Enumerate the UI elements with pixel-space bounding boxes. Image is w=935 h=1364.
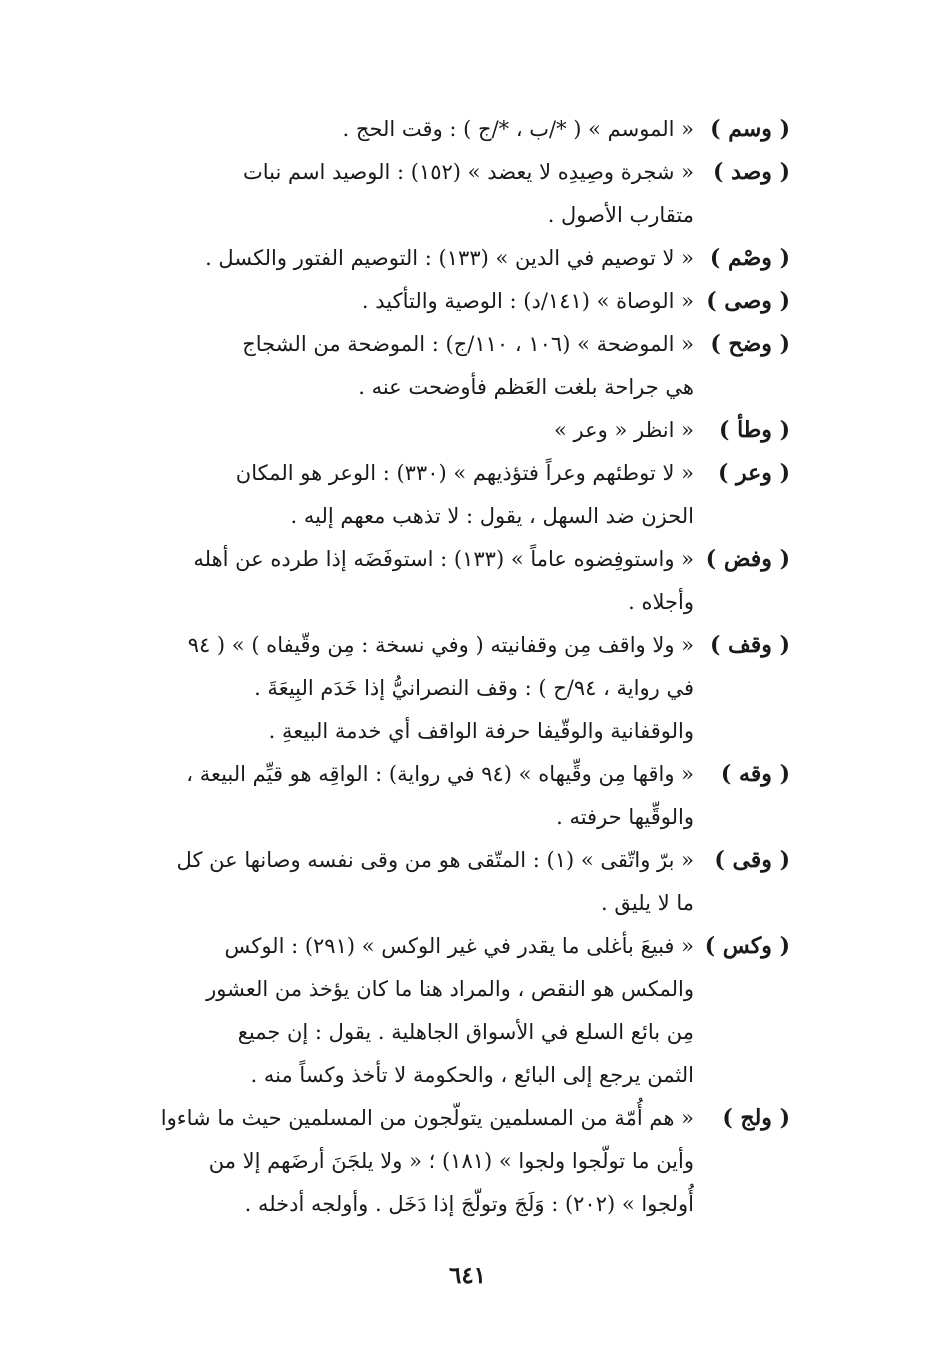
definition-line: « الوصاة » (١٤١/د) : الوصية والتأكيد . bbox=[361, 289, 694, 313]
definition-line: هي جراحة بلغت العَظم فأوضحت عنه . bbox=[358, 375, 694, 399]
definition-line: « ولا واقف مِن وقفانيته ( وفي نسخة : مِن وقّيفاه ) » ( ٩٤ bbox=[187, 633, 694, 657]
dictionary-entry bbox=[150, 151, 790, 237]
definition-line: « واقها مِن وقِّيهاه » (٩٤ في رواية) : الواقِه هو قيِّم البيعة ، bbox=[186, 762, 694, 786]
definition-line: في رواية ، ٩٤/ح ) : وقف النصرانيُّ إذا خَدَم البِيعَةَ . bbox=[254, 676, 694, 700]
definition-line: وأجلاه . bbox=[628, 590, 694, 614]
definition-line: « واستوفِضوه عاماً » (١٣٣) : استوفَضَه إذا طرده عن أهله bbox=[193, 547, 694, 571]
definition-line: وأين ما تولّجوا ولجوا » (١٨١) ؛ « ولا يلجَنَ أرضَهم إلا من bbox=[208, 1149, 694, 1173]
entry-definition bbox=[150, 237, 694, 280]
dictionary-entry bbox=[150, 280, 790, 323]
definition-line: « فبيعَ بأغلى ما يقدر في غير الوكس » (٢٩١) : الوكس bbox=[224, 934, 694, 958]
definition-line: والمكس هو النقص ، والمراد هنا ما كان يؤخذ من العشور bbox=[206, 977, 694, 1001]
entry-definition bbox=[150, 925, 694, 1097]
entry-definition bbox=[150, 538, 694, 624]
entry-definition bbox=[150, 452, 694, 538]
dictionary-entry bbox=[150, 624, 790, 753]
entry-headword: ( وصْم ) bbox=[709, 245, 790, 271]
entry-headword: ( وقه ) bbox=[720, 761, 790, 787]
dictionary-entry bbox=[150, 237, 790, 280]
entry-headword: ( وطأ ) bbox=[719, 417, 790, 443]
entry-headword: ( وفض ) bbox=[705, 546, 790, 572]
dictionary-entry bbox=[150, 108, 790, 151]
definition-line: « انظر « وعر » bbox=[554, 418, 694, 442]
definition-line: « الموسم » ( */ب ، */ج ) : وقت الحج . bbox=[342, 117, 694, 141]
entry-headword: ( وسم ) bbox=[710, 116, 790, 142]
entry-definition bbox=[150, 108, 694, 151]
entry-definition bbox=[150, 280, 694, 323]
dictionary-entry bbox=[150, 409, 790, 452]
entry-headword: ( وقف ) bbox=[709, 632, 790, 658]
definition-line: « برّ واتّقى » (١) : المتّقى هو من وقى نفسه وصانها عن كل bbox=[176, 848, 694, 872]
entry-definition bbox=[150, 839, 694, 925]
entry-headword: ( وضح ) bbox=[710, 331, 790, 357]
entry-headword: ( وصى ) bbox=[706, 288, 790, 314]
definition-line: « شجرة وصِيدِه لا يعضد » (١٥٢) : الوصيد اسم نبات bbox=[242, 160, 694, 184]
definition-line: « لا توطئهم وعراً فتؤذيهم » (٣٣٠) : الوعر هو المكان bbox=[235, 461, 694, 485]
definition-line: أُولجوا » (٢٠٢) : وَلَجَ وتولّجَ إذا دَخَل . وأولجه أدخله . bbox=[244, 1192, 694, 1216]
entry-headword: ( وقى ) bbox=[714, 847, 790, 873]
entry-headword: ( وعر ) bbox=[717, 460, 790, 486]
definition-line: والوقفانية والوقّيفا حرفة الواقف أي خدمة البيعةِ . bbox=[268, 719, 694, 743]
entry-headword: ( وكس ) bbox=[704, 933, 790, 959]
dictionary-entry bbox=[150, 925, 790, 1097]
entry-headword: ( وصد ) bbox=[713, 159, 790, 185]
definition-line: متقارب الأصول . bbox=[547, 203, 694, 227]
entry-definition bbox=[150, 409, 694, 452]
definition-line: مِن بائع السلع في الأسواق الجاهلية . يقول : إن جميع bbox=[237, 1020, 694, 1044]
page-number: ٦٤١ bbox=[448, 1262, 487, 1289]
dictionary-entry bbox=[150, 753, 790, 839]
entry-definition bbox=[150, 323, 694, 409]
definition-line: « هم أُمّة من المسلمين يتولّجون من المسلمين حيث ما شاءوا bbox=[160, 1106, 694, 1130]
dictionary-entry bbox=[150, 452, 790, 538]
entry-definition bbox=[150, 753, 694, 839]
definition-line: « الموضحة » (١٠٦ ، ١١٠/ج) : الموضحة من الشجاج bbox=[242, 332, 694, 356]
definition-line: والوقِّيها حرفته . bbox=[556, 805, 694, 829]
entry-definition bbox=[150, 151, 694, 237]
entry-definition bbox=[150, 1097, 694, 1226]
dictionary-entry bbox=[150, 323, 790, 409]
dictionary-page bbox=[150, 108, 790, 1226]
entry-headword: ( ولج ) bbox=[722, 1105, 790, 1131]
dictionary-entry bbox=[150, 1097, 790, 1226]
entry-definition bbox=[150, 624, 694, 753]
definition-line: الحزن ضد السهل ، يقول : لا تذهب معهم إليه . bbox=[290, 504, 694, 528]
definition-line: « لا توصيم في الدين » (١٣٣) : التوصيم الفتور والكسل . bbox=[205, 246, 694, 270]
definition-line: ما لا يليق . bbox=[601, 891, 694, 915]
dictionary-entry bbox=[150, 538, 790, 624]
definition-line: الثمن يرجع إلى البائع ، والحكومة لا تأخذ وكساً منه . bbox=[250, 1063, 694, 1087]
dictionary-entry bbox=[150, 839, 790, 925]
